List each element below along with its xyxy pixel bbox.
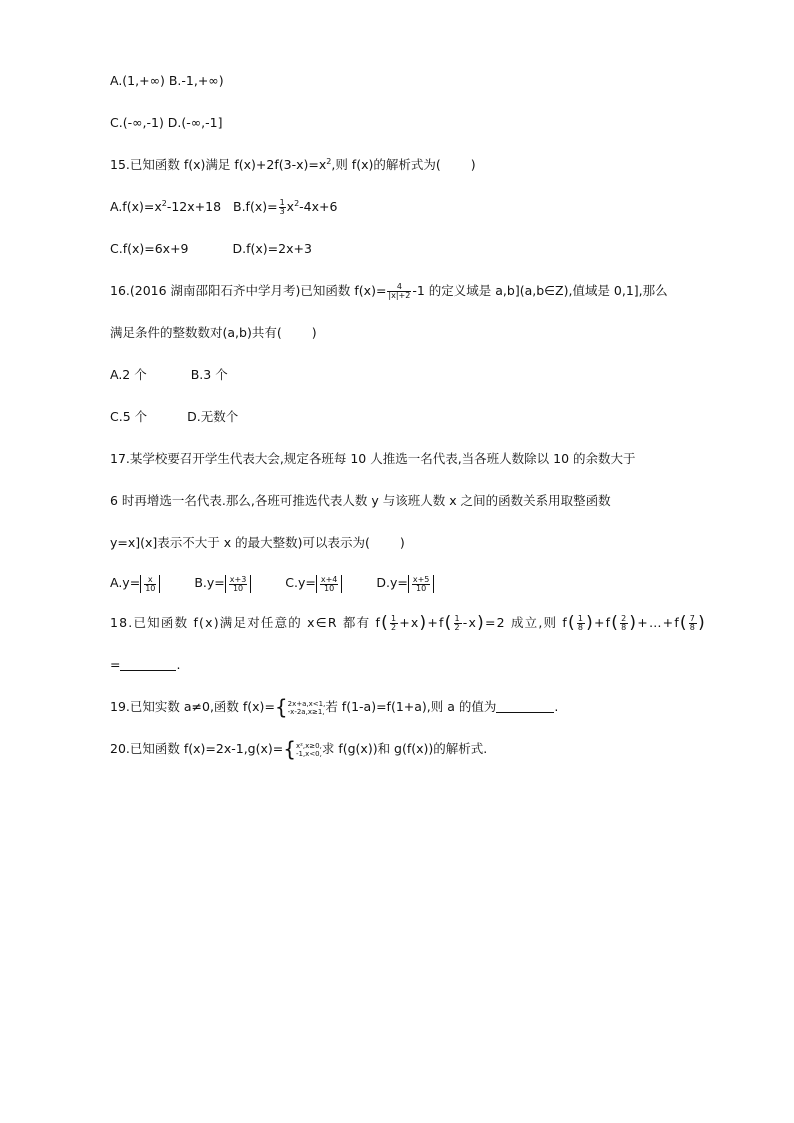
q15-stem-text: 15.已知函数 f(x)满足 f(x)+2f(3-x)=x [110,157,327,172]
q18-fraction-c: $\frac{7}{8}$ [689,614,697,632]
q16-stem-line1 [110,282,668,300]
q17-stem-line3 [110,534,405,552]
q15-option-c: C.f(x)=6x+9 [110,241,189,256]
q18-fraction-b: $\frac{2}{8}$ [621,614,628,632]
q20-stem: 20.已知函数 f(x)=2x-1,g(x)={ x²,x≥0, -1,x<0, 求 f(g(x))和 g(f(x))的解析式. [110,737,488,761]
q18-fraction-2: $\frac{1}{2}$ [454,614,461,632]
q15-option-b: B.f(x)= [233,199,278,214]
q18-period: . [176,657,181,672]
q17-option-a-floor: $\frac{x}{10}$ [140,575,160,593]
q19-answer-blank[interactable] [496,700,554,713]
q17-stem-line2 [110,492,611,510]
q15-options-ab [110,198,337,216]
q15-stem [110,156,476,174]
q14-options-cd: C.(-∞,-1) D.(-∞,-1] [110,115,223,130]
q14-options-ab: A.(1,+∞) B.-1,+∞) [110,73,224,88]
q16-stem-text-2: -1 的定义域是 a,b](a,b∈Z),值域是 0,1],那么 [412,283,668,298]
q18-answer-blank[interactable] [120,658,176,671]
q17-option-c-floor: $\frac{x+4}{10}$ [316,575,343,593]
q17-stem-text-3: y=x](x]表示不大于 x 的最大整数)可以表示为( [110,535,370,550]
q18-fraction-a: $\frac{1}{8}$ [577,614,585,632]
q17-stem-text-2: 6 时再增选一名代表.那么,各班可推选代表人数 y 与该班人数 x 之间的函数关系用取整函数 [110,493,611,508]
q20-case-1: x²,x≥0, [295,741,322,750]
q17-stem-text-1: 17.某学校要召开学生代表大会,规定各班每 10 人推选一名代表,当各班人数除以 10 的余数大于 [110,451,636,466]
q18-stem-text: 18.已知函数 f(x)满足对任意的 x∈R 都有 f [110,615,382,630]
q15-option-b-rest: -4x+6 [299,199,338,214]
q19-case-2: -x-2a,x≥1, [287,707,325,716]
q14-options-line1 [110,72,224,90]
q16-option-b: B.3 个 [190,367,228,382]
q18-equals: = [110,657,121,672]
q15-option-b-x: x [286,199,295,214]
q18-plus-f-2: +f [594,615,612,630]
q17-stem-line1 [110,450,636,468]
q15-superscript: 2 [326,157,332,166]
q16-options-ab [110,366,228,384]
q18-ellipsis: +…+f [637,615,680,630]
q20-piecewise [296,742,322,758]
q15-option-b-fraction: $\frac{1}{3}$ [279,198,285,216]
q20-stem-text-2: 求 f(g(x))和 g(f(x))的解析式. [321,741,488,756]
q14-options-line2 [110,114,223,132]
q15-option-a-sup: 2 [161,199,167,208]
q20-stem-text: 20.已知函数 f(x)=2x-1,g(x)= [110,741,284,756]
q18-stem-text-2: =2 成立,则 f [484,615,569,630]
q16-answer-paren: ) [311,325,317,340]
q17-answer-paren: ) [399,535,405,550]
q18-stem-line2 [110,656,180,674]
q18-stem-line1: 18.已知函数 f(x)满足对任意的 x∈R 都有 f( $\frac{1}{2}$ +x)+f( $\frac{1}{2}$ -x)=2 成立,则 f( $\frac{1}{8}$ )+f( $\frac{2}{8}$ )+…+f( $\frac{7}{8}$ ) [110,613,706,633]
q16-stem-text-3: 满足条件的整数数对(a,b)共有( [110,325,282,340]
q19-stem-text-2: 若 f(1-a)=f(1+a),则 a 的值为 [325,699,497,714]
q15-option-a: A.f(x)=x [110,199,162,214]
q18-part-2: -x [462,615,478,630]
q17-option-b-floor: $\frac{x+3}{10}$ [225,575,252,593]
q18-part-1: +x [399,615,420,630]
q15-options-cd [110,240,312,258]
q15-option-b-sup: 2 [294,199,300,208]
q16-stem-line2 [110,324,317,342]
q17-option-a: A.y= [110,575,141,590]
q16-option-a: A.2 个 [110,367,147,382]
q19-period: . [554,699,559,714]
q19-stem-text: 19.已知实数 a≠0,函数 f(x)= [110,699,275,714]
q17-option-d-floor: $\frac{x+5}{10}$ [408,575,435,593]
q17-options [110,574,434,593]
q17-option-b: B.y= [194,575,225,590]
q15-stem-text-2: ,则 f(x)的解析式为( [331,157,441,172]
q20-case-2: -1,x<0, [295,749,322,758]
q17-option-c: C.y= [285,575,316,590]
q18-fraction-1: $\frac{1}{2}$ [390,614,398,632]
q16-fraction: $\frac{4}{|x|+2}$ [388,282,411,300]
q19-case-1: 2x+a,x<1, [287,699,326,708]
q16-option-c: C.5 个 [110,409,148,424]
q16-stem-text: 16.(2016 湖南邵阳石齐中学月考)已知函数 f(x)= [110,283,387,298]
q15-answer-paren: ) [470,157,476,172]
q17-option-d: D.y= [376,575,408,590]
q19-stem: 19.已知实数 a≠0,函数 f(x)={ 2x+a,x<1, -x-2a,x≥1, 若 f(1-a)=f(1+a),则 a 的值为 . [110,695,559,719]
q15-option-d: D.f(x)=2x+3 [232,241,312,256]
q16-options-cd [110,408,238,426]
q16-option-d: D.无数个 [187,409,239,424]
q18-plus-f: +f [427,615,445,630]
q15-option-a-rest: -12x+18 [166,199,222,214]
q19-piecewise [288,700,326,716]
